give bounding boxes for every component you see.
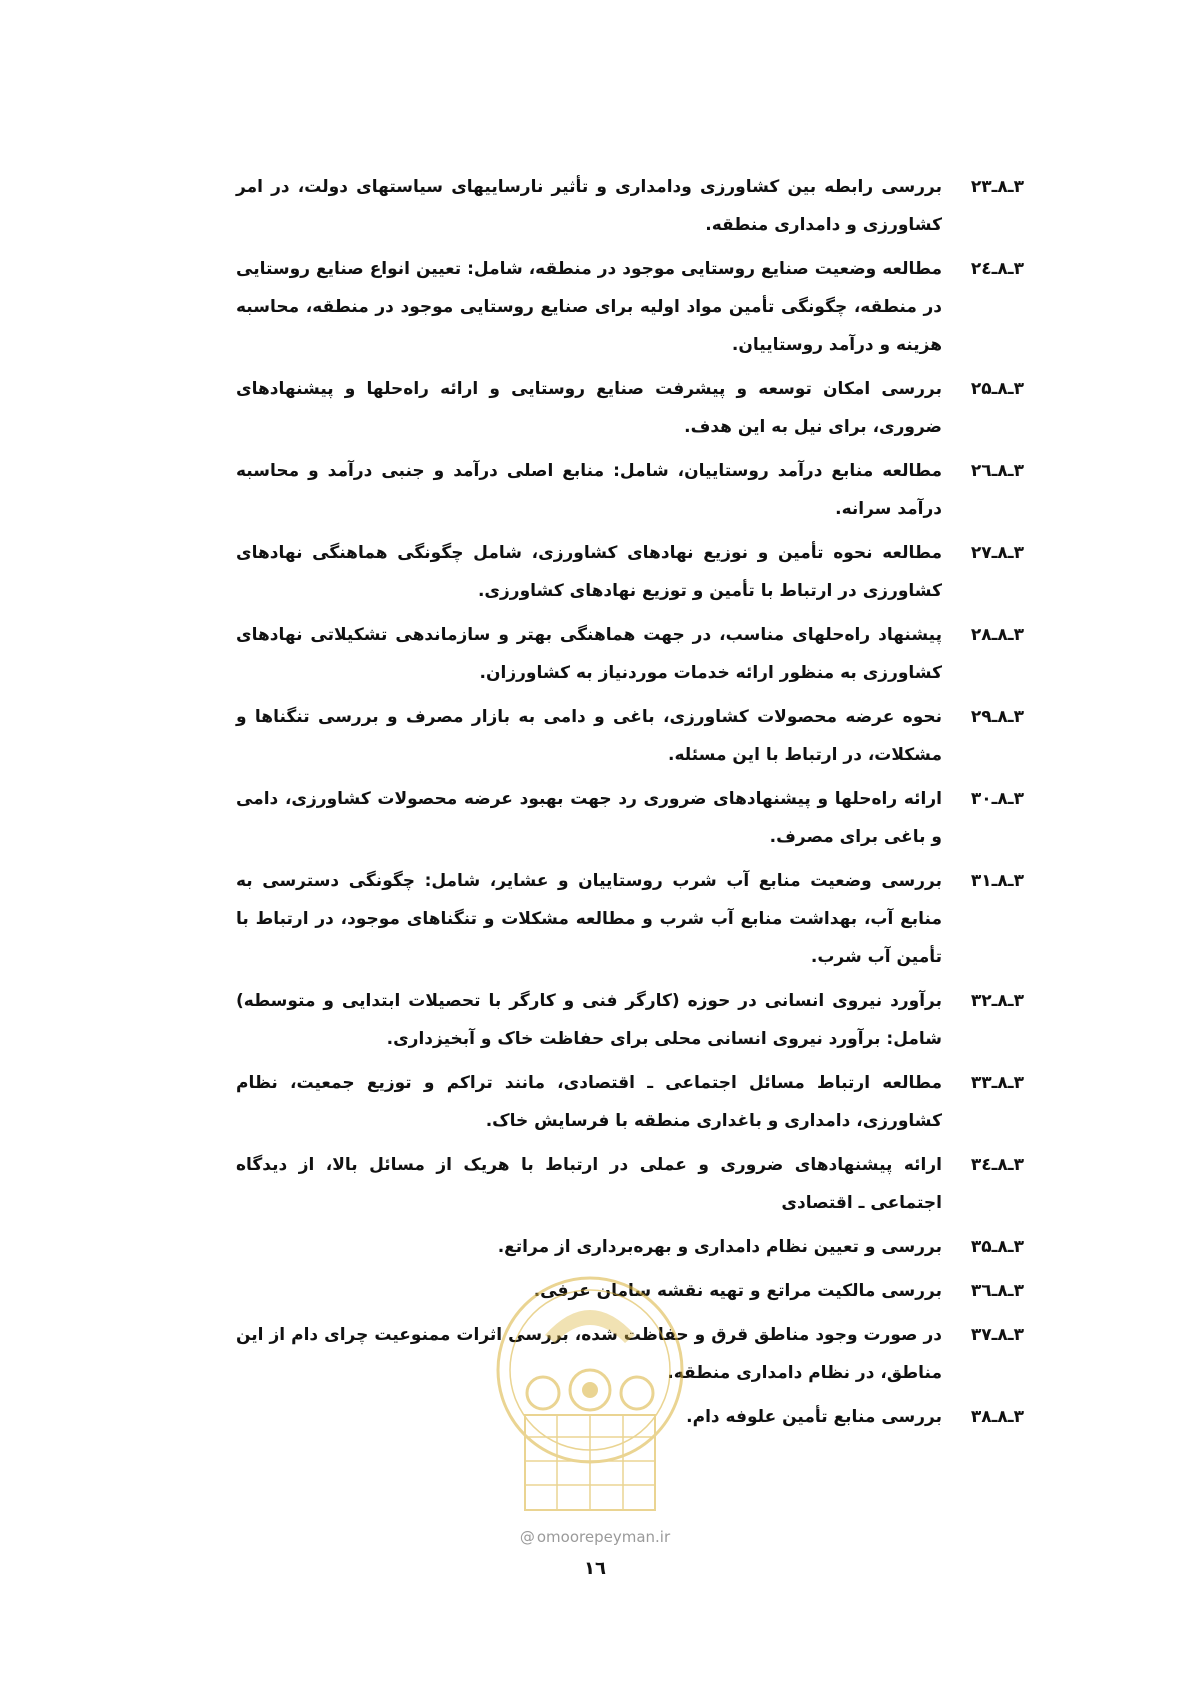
item-number: ۳ـ۸ـ۲۸ — [970, 625, 1024, 645]
list-item — [236, 1146, 1024, 1222]
list-item — [236, 616, 1024, 692]
item-number: ۳ـ۸ـ۲٦ — [970, 461, 1024, 481]
item-number: ۳ـ۸ـ۳۰ — [970, 789, 1024, 809]
item-number: ۳ـ۸ـ۳۲ — [970, 991, 1024, 1011]
item-number: ۳ـ۸ـ۲۷ — [970, 543, 1024, 563]
list-item — [236, 1228, 1024, 1266]
item-text: بررسی امکان توسعه و پیشرفت صنایع روستایی و ارائه راه‌حلها و پیشنهادهای ضروری، برای نیل به این هدف. — [236, 379, 942, 437]
list-item — [236, 250, 1024, 364]
list-item — [236, 1398, 1024, 1436]
item-text: نحوه عرضه محصولات کشاورزی، باغی و دامی به بازار مصرف و بررسی تنگناها و مشکلات، در ارتباط با این مسئله. — [236, 707, 942, 765]
page-number: ١٦ — [584, 1558, 606, 1579]
item-number: ۳ـ۸ـ۲۵ — [970, 379, 1024, 399]
item-text: ارائه پیشنهادهای ضروری و عملی در ارتباط با هریک از مسائل بالا، از دیدگاه اجتماعی ـ اقتصادی — [236, 1155, 942, 1213]
item-number: ۳ـ۸ـ۳٤ — [970, 1155, 1024, 1175]
item-number: ۳ـ۸ـ۳۱ — [970, 871, 1024, 891]
item-number: ۳ـ۸ـ۳٦ — [970, 1281, 1024, 1301]
item-number: ۳ـ۸ـ۳۳ — [970, 1073, 1024, 1093]
at-icon: @ — [519, 1528, 535, 1546]
list-item — [236, 1316, 1024, 1392]
item-number: ۳ـ۸ـ۲۹ — [970, 707, 1024, 727]
item-text: بررسی مالکیت مراتع و تهیه نقشه سامان عرفی. — [533, 1281, 942, 1301]
item-number: ۳ـ۸ـ۳۸ — [970, 1407, 1024, 1427]
item-text: برآورد نیروی انسانی در حوزه (کارگر فنی و کارگر با تحصیلات ابتدایی و متوسطه) شامل: برآورد نیروی انسانی محلی برای حفاظت خاک و آبخیزداری. — [236, 991, 942, 1049]
item-text: مطالعه منابع درآمد روستاییان، شامل: منابع اصلی درآمد و جنبی درآمد و محاسبه درآمد سرانه. — [236, 461, 942, 519]
item-number: ۳ـ۸ـ۳۵ — [970, 1237, 1024, 1257]
list-item — [236, 168, 1024, 244]
item-text: مطالعه نحوه تأمین و نوزیع نهادهای کشاورزی، شامل چگونگی هماهنگی نهادهای کشاورزی در ارتباط با تأمین و توزیع نهادهای کشاورزی. — [236, 543, 942, 601]
item-text: بررسی منابع تأمین علوفه دام. — [686, 1407, 942, 1427]
item-text: مطالعه ارتباط مسائل اجتماعی ـ اقتصادی، مانند تراکم و توزیع جمعیت، نظام کشاورزی، دامداری و باغداری منطقه با فرسایش خاک. — [236, 1073, 942, 1131]
document-body — [236, 168, 1024, 1442]
item-text: بررسی وضعیت منابع آب شرب روستاییان و عشایر، شامل: چگونگی دسترسی به منابع آب، بهداشت منابع آب شرب و مطالعه مشکلات و تنگناهای موجود، در ارتباط با تأمین آب شرب. — [236, 871, 942, 967]
item-text: بررسی و تعیین نظام دامداری و بهره‌برداری از مراتع. — [497, 1237, 942, 1257]
watermark-url — [0, 1528, 1190, 1546]
item-text: در صورت وجود مناطق قرق و حفاظت شده، بررسی اثرات ممنوعیت چرای دام از این مناطق، در نظام دامداری منطقه. — [236, 1325, 942, 1383]
item-text: پیشنهاد راه‌حلهای مناسب، در جهت هماهنگی بهتر و سازماندهی تشکیلاتی نهادهای کشاورزی به منظور ارائه خدمات موردنیاز به کشاورزان. — [236, 625, 942, 683]
watermark-site: omoorepeyman.ir — [536, 1528, 671, 1546]
item-text: مطالعه وضعیت صنایع روستایی موجود در منطقه، شامل: تعیین انواع صنایع روستایی در منطقه، چگونگی تأمین مواد اولیه برای صنایع روستایی موجود در منطقه، محاسبه هزینه و درآمد روستاییان. — [236, 259, 942, 355]
list-item — [236, 1272, 1024, 1310]
list-item — [236, 370, 1024, 446]
list-item — [236, 452, 1024, 528]
item-text: بررسی رابطه بین کشاورزی ودامداری و تأثیر نارساییهای سیاستهای دولت، در امر کشاورزی و دامداری منطقه. — [236, 177, 942, 235]
item-number: ۳ـ۸ـ۳۷ — [970, 1325, 1024, 1345]
list-item — [236, 982, 1024, 1058]
item-number: ۳ـ۸ـ۲۳ — [970, 177, 1024, 197]
list-item — [236, 698, 1024, 774]
list-item — [236, 780, 1024, 856]
item-number: ۳ـ۸ـ۲٤ — [970, 259, 1024, 279]
item-text: ارائه راه‌حلها و پیشنهادهای ضروری رد جهت بهبود عرضه محصولات کشاورزی، دامی و باغی برای مصرف. — [236, 789, 942, 847]
list-item — [236, 862, 1024, 976]
list-item — [236, 534, 1024, 610]
list-item — [236, 1064, 1024, 1140]
